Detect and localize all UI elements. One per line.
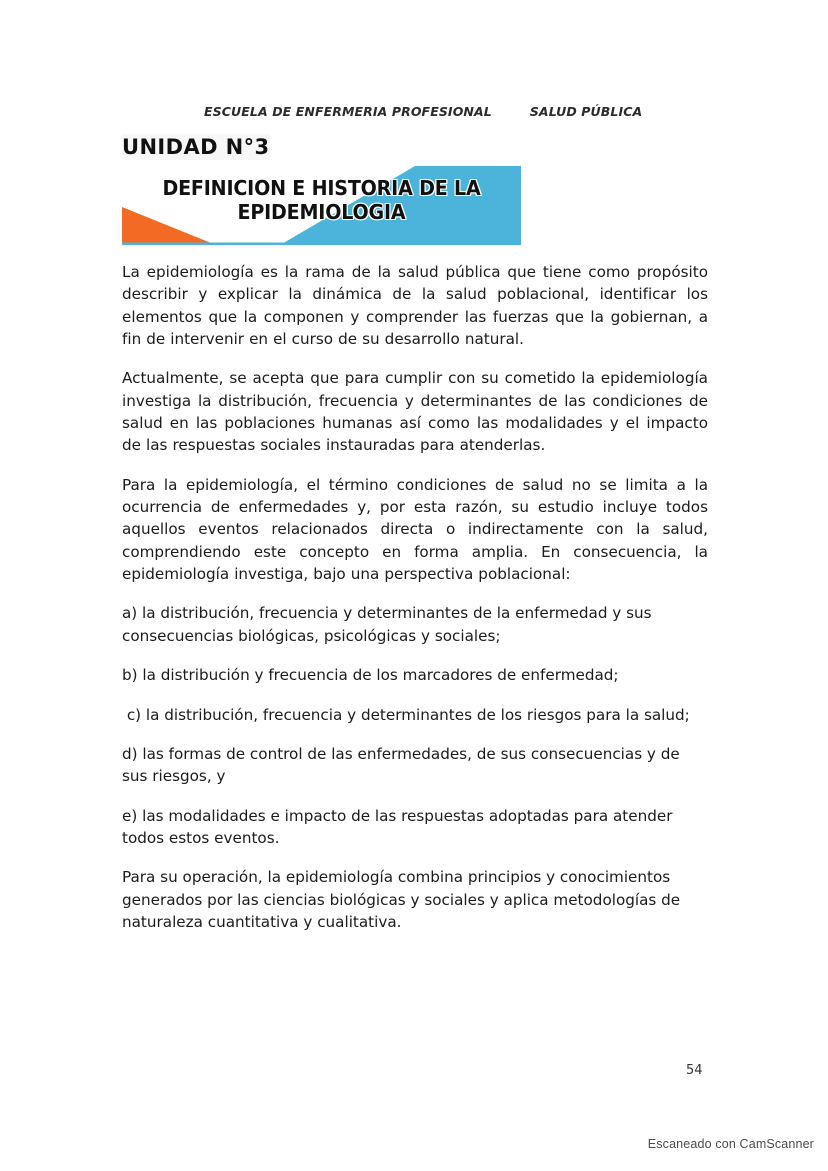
list-item-d: d) las formas de control de las enfermedades, de sus consecuencias y de sus riesgos, y bbox=[122, 744, 685, 786]
scanner-watermark: Escaneado con CamScanner bbox=[647, 1137, 814, 1151]
running-head-right: SALUD PÚBLICA bbox=[529, 104, 643, 119]
page-number: 54 bbox=[686, 1063, 703, 1078]
unit-title: UNIDAD N°3 bbox=[122, 135, 270, 160]
banner-title-line-1: DEFINICION E HISTORIA DE LA bbox=[162, 176, 481, 200]
paragraph-p4: Para su operación, la epidemiología combina principios y conocimientos generados por las ciencias biológicas y sociales y aplica metodologías de naturaleza cuantitativa y cualitativa. bbox=[122, 868, 685, 931]
list-item-a: a) la distribución, frecuencia y determinantes de la enfermedad y sus consecuencias biológicas, psicológicas y sociales; bbox=[122, 604, 657, 645]
paragraph-p1: La epidemiología es la rama de la salud pública que tiene como propósito describir y explicar la dinámica de la salud poblacional, identificar los elementos que la componen y comprender las fuerzas que la gobiernan, a fin de intervenir en el curso de su desarrollo natural. bbox=[122, 263, 714, 349]
banner-title-line-2: EPIDEMIOLOGIA bbox=[237, 199, 406, 224]
banner-bottom-rule bbox=[122, 243, 521, 246]
paragraph-p3: Para la epidemiología, el término condiciones de salud no se limita a la ocurrencia de enfermedades y, por esta razón, su estudio incluye todos aquellos eventos relacionados directa o indirectamente con la salud, comprendiendo este concepto en forma amplia. En consecuencia, la epidemiología investiga, bajo una perspectiva poblacional: bbox=[122, 475, 714, 584]
section-banner bbox=[122, 166, 521, 245]
running-head-left: ESCUELA DE ENFERMERIA PROFESIONAL bbox=[204, 104, 492, 119]
paragraph-p2: Actualmente, se acepta que para cumplir con su cometido la epidemiología investiga la distribución, frecuencia y determinantes de las condiciones de salud en las poblaciones humanas así como las modalidades y el impacto de las respuestas sociales instauradas para atenderlas. bbox=[122, 369, 714, 455]
running-head bbox=[204, 104, 724, 119]
list-item-b: b) la distribución y frecuencia de los marcadores de enfermedad; bbox=[122, 666, 619, 685]
body-copy bbox=[122, 261, 714, 933]
banner-shapes-graphic bbox=[122, 166, 521, 245]
list-item-e: e) las modalidades e impacto de las respuestas adoptadas para atender todos estos eventos. bbox=[122, 806, 678, 847]
list-item-c: c) la distribución, frecuencia y determinantes de los riesgos para la salud; bbox=[122, 705, 690, 724]
